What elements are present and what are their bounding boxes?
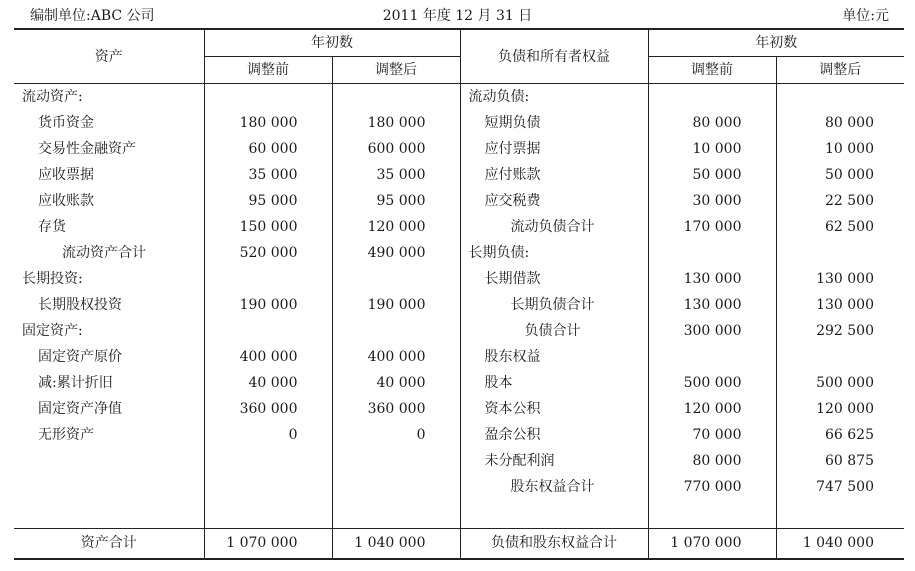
- asset-before: 400 000: [204, 344, 332, 370]
- report-date: 2011 年度 12 月 31 日: [382, 8, 533, 24]
- asset-label: [14, 448, 204, 474]
- header-year-begin-right: 年初数: [648, 29, 904, 57]
- asset-label: 固定资产净值: [38, 401, 122, 417]
- liability-label: 股东权益合计: [460, 474, 648, 500]
- liability-before: 500 000: [648, 370, 776, 396]
- liability-before: [648, 84, 776, 111]
- liability-before: 300 000: [648, 318, 776, 344]
- asset-after: 490 000: [332, 240, 460, 266]
- liability-label: 应交税费: [460, 188, 648, 214]
- asset-before: [204, 474, 332, 500]
- asset-label: 应收账款: [38, 193, 94, 209]
- asset-label: 流动资产:: [22, 89, 83, 105]
- prepared-by: 编制单位:ABC 公司: [30, 8, 155, 24]
- table-row: [14, 136, 904, 162]
- liability-label: 未分配利润: [460, 448, 648, 474]
- asset-before: 35 000: [204, 162, 332, 188]
- liability-before: 120 000: [648, 396, 776, 422]
- table-row: [14, 240, 904, 266]
- liability-label: 流动负债合计: [460, 214, 648, 240]
- asset-label: 无形资产: [38, 427, 94, 443]
- header-after-left: 调整后: [332, 57, 460, 84]
- asset-before: 360 000: [204, 396, 332, 422]
- asset-label: 固定资产原价: [38, 349, 122, 365]
- assets-total-before: 1 070 000: [204, 529, 332, 560]
- asset-after: 360 000: [332, 396, 460, 422]
- asset-before: 180 000: [204, 110, 332, 136]
- liability-after: 80 000: [776, 110, 904, 136]
- asset-label: 长期股权投资: [38, 297, 122, 313]
- header-assets: 资产: [14, 29, 204, 84]
- header-liabilities-equity: 负债和所有者权益: [460, 29, 648, 84]
- asset-after: 35 000: [332, 162, 460, 188]
- asset-after: 95 000: [332, 188, 460, 214]
- asset-label: 货币资金: [38, 115, 94, 131]
- asset-before: 60 000: [204, 136, 332, 162]
- header-after-right: 调整后: [776, 57, 904, 84]
- asset-before: [204, 318, 332, 344]
- liability-after: 50 000: [776, 162, 904, 188]
- liability-before: [648, 240, 776, 266]
- liability-before: 770 000: [648, 474, 776, 500]
- liability-after: 120 000: [776, 396, 904, 422]
- liability-after: [776, 84, 904, 111]
- liability-after: 22 500: [776, 188, 904, 214]
- liability-label: 负债合计: [460, 318, 648, 344]
- asset-after: [332, 266, 460, 292]
- assets-total-label: 资产合计: [14, 529, 204, 560]
- totals-row: [14, 529, 904, 560]
- asset-label: 长期投资:: [22, 271, 83, 287]
- asset-after: 0: [332, 422, 460, 448]
- asset-after: [332, 84, 460, 111]
- table-row: [14, 422, 904, 448]
- liability-label: 长期借款: [460, 266, 648, 292]
- asset-label: [14, 474, 204, 500]
- header-year-begin-left: 年初数: [204, 29, 460, 57]
- liability-label: 长期负债合计: [460, 292, 648, 318]
- liability-after: 292 500: [776, 318, 904, 344]
- liability-after: [776, 240, 904, 266]
- liability-before: 70 000: [648, 422, 776, 448]
- table-row: [14, 474, 904, 500]
- asset-before: 190 000: [204, 292, 332, 318]
- asset-label: 存货: [38, 219, 66, 235]
- report-header: [0, 0, 915, 28]
- liability-label: 盈余公积: [460, 422, 648, 448]
- table-row: [14, 370, 904, 396]
- le-total-after: 1 040 000: [776, 529, 904, 560]
- liability-after: 62 500: [776, 214, 904, 240]
- assets-total-after: 1 040 000: [332, 529, 460, 560]
- asset-label: 交易性金融资产: [38, 141, 136, 157]
- asset-label: 固定资产:: [22, 323, 83, 339]
- table-row: [14, 162, 904, 188]
- liability-before: 130 000: [648, 266, 776, 292]
- liability-after: 500 000: [776, 370, 904, 396]
- asset-before: [204, 84, 332, 111]
- liability-before: 130 000: [648, 292, 776, 318]
- liability-after: 66 625: [776, 422, 904, 448]
- currency-unit: 单位:元: [842, 8, 889, 24]
- asset-label: 减:累计折旧: [38, 375, 113, 391]
- asset-before: 40 000: [204, 370, 332, 396]
- liability-before: 170 000: [648, 214, 776, 240]
- asset-after: [332, 448, 460, 474]
- liability-label: 股本: [460, 370, 648, 396]
- table-row: [14, 266, 904, 292]
- table-row: [14, 396, 904, 422]
- header-before-right: 调整前: [648, 57, 776, 84]
- spacer-row: [14, 500, 904, 529]
- asset-after: [332, 474, 460, 500]
- liability-label: 股东权益: [460, 344, 648, 370]
- asset-before: 520 000: [204, 240, 332, 266]
- asset-before: 0: [204, 422, 332, 448]
- liability-label: 短期负债: [460, 110, 648, 136]
- liability-before: 50 000: [648, 162, 776, 188]
- liability-before: 80 000: [648, 110, 776, 136]
- asset-after: 180 000: [332, 110, 460, 136]
- liability-label: 应付票据: [460, 136, 648, 162]
- liability-after: 60 875: [776, 448, 904, 474]
- liability-after: 130 000: [776, 266, 904, 292]
- liability-before: 10 000: [648, 136, 776, 162]
- asset-after: 40 000: [332, 370, 460, 396]
- header-before-left: 调整前: [204, 57, 332, 84]
- table-row: [14, 188, 904, 214]
- liability-before: 30 000: [648, 188, 776, 214]
- liability-label: 长期负债:: [460, 240, 648, 266]
- table-row: [14, 344, 904, 370]
- asset-after: 400 000: [332, 344, 460, 370]
- table-row: [14, 292, 904, 318]
- balance-sheet-table: [14, 28, 904, 560]
- table-row: [14, 318, 904, 344]
- table-row: [14, 84, 904, 111]
- asset-label: 流动资产合计: [62, 245, 146, 261]
- asset-before: [204, 448, 332, 474]
- table-row: [14, 448, 904, 474]
- asset-after: 600 000: [332, 136, 460, 162]
- table-row: [14, 110, 904, 136]
- liability-after: 747 500: [776, 474, 904, 500]
- liability-after: 10 000: [776, 136, 904, 162]
- asset-label: 应收票据: [38, 167, 94, 183]
- asset-before: [204, 266, 332, 292]
- asset-after: [332, 318, 460, 344]
- liability-before: [648, 344, 776, 370]
- liability-label: 资本公积: [460, 396, 648, 422]
- le-total-label: 负债和股东权益合计: [460, 529, 648, 560]
- table-row: [14, 214, 904, 240]
- liability-after: [776, 344, 904, 370]
- liability-before: 80 000: [648, 448, 776, 474]
- le-total-before: 1 070 000: [648, 529, 776, 560]
- asset-before: 150 000: [204, 214, 332, 240]
- asset-after: 190 000: [332, 292, 460, 318]
- asset-before: 95 000: [204, 188, 332, 214]
- liability-label: 应付账款: [460, 162, 648, 188]
- asset-after: 120 000: [332, 214, 460, 240]
- liability-label: 流动负债:: [460, 84, 648, 111]
- liability-after: 130 000: [776, 292, 904, 318]
